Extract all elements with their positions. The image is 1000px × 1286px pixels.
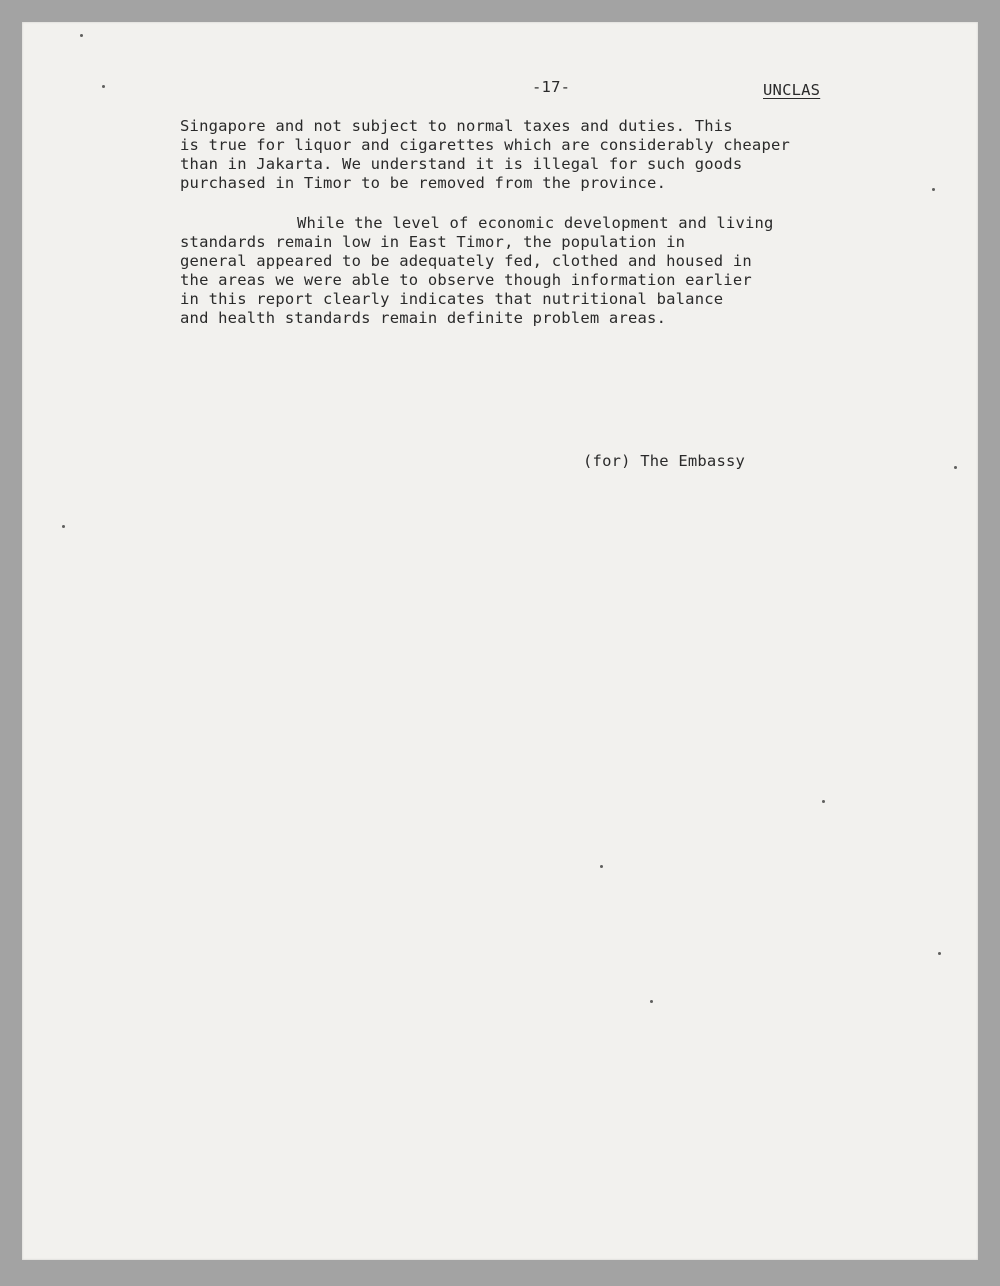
paragraph-line: While the level of economic development and living bbox=[297, 214, 774, 232]
document-page bbox=[22, 22, 978, 1260]
paper-speck bbox=[62, 525, 65, 528]
paragraph-line: than in Jakarta. We understand it is illegal for such goods bbox=[180, 155, 743, 173]
paper-speck bbox=[80, 34, 83, 37]
paragraph-line: the areas we were able to observe though information earlier bbox=[180, 271, 752, 289]
paper-speck bbox=[822, 800, 825, 803]
paragraph-line: purchased in Timor to be removed from the province. bbox=[180, 174, 667, 192]
paragraph-line: general appeared to be adequately fed, clothed and housed in bbox=[180, 252, 752, 270]
paper-speck bbox=[102, 85, 105, 88]
paper-speck bbox=[938, 952, 941, 955]
paragraph-line: Singapore and not subject to normal taxes and duties. This bbox=[180, 117, 733, 135]
paragraph-line: in this report clearly indicates that nutritional balance bbox=[180, 290, 724, 308]
classification-marking: UNCLAS bbox=[763, 81, 821, 99]
paragraph-continued bbox=[180, 117, 790, 193]
signature-line: (for) The Embassy bbox=[583, 452, 746, 470]
paper-speck bbox=[650, 1000, 653, 1003]
page-number: -17- bbox=[532, 78, 571, 96]
paragraph-line: is true for liquor and cigarettes which are considerably cheaper bbox=[180, 136, 791, 154]
paragraph-line: standards remain low in East Timor, the population in bbox=[180, 233, 686, 251]
paper-speck bbox=[600, 865, 603, 868]
paragraph-line: and health standards remain definite problem areas. bbox=[180, 309, 667, 327]
paper-speck bbox=[954, 466, 957, 469]
paper-speck bbox=[932, 188, 935, 191]
paragraph-living-standards bbox=[180, 214, 774, 328]
